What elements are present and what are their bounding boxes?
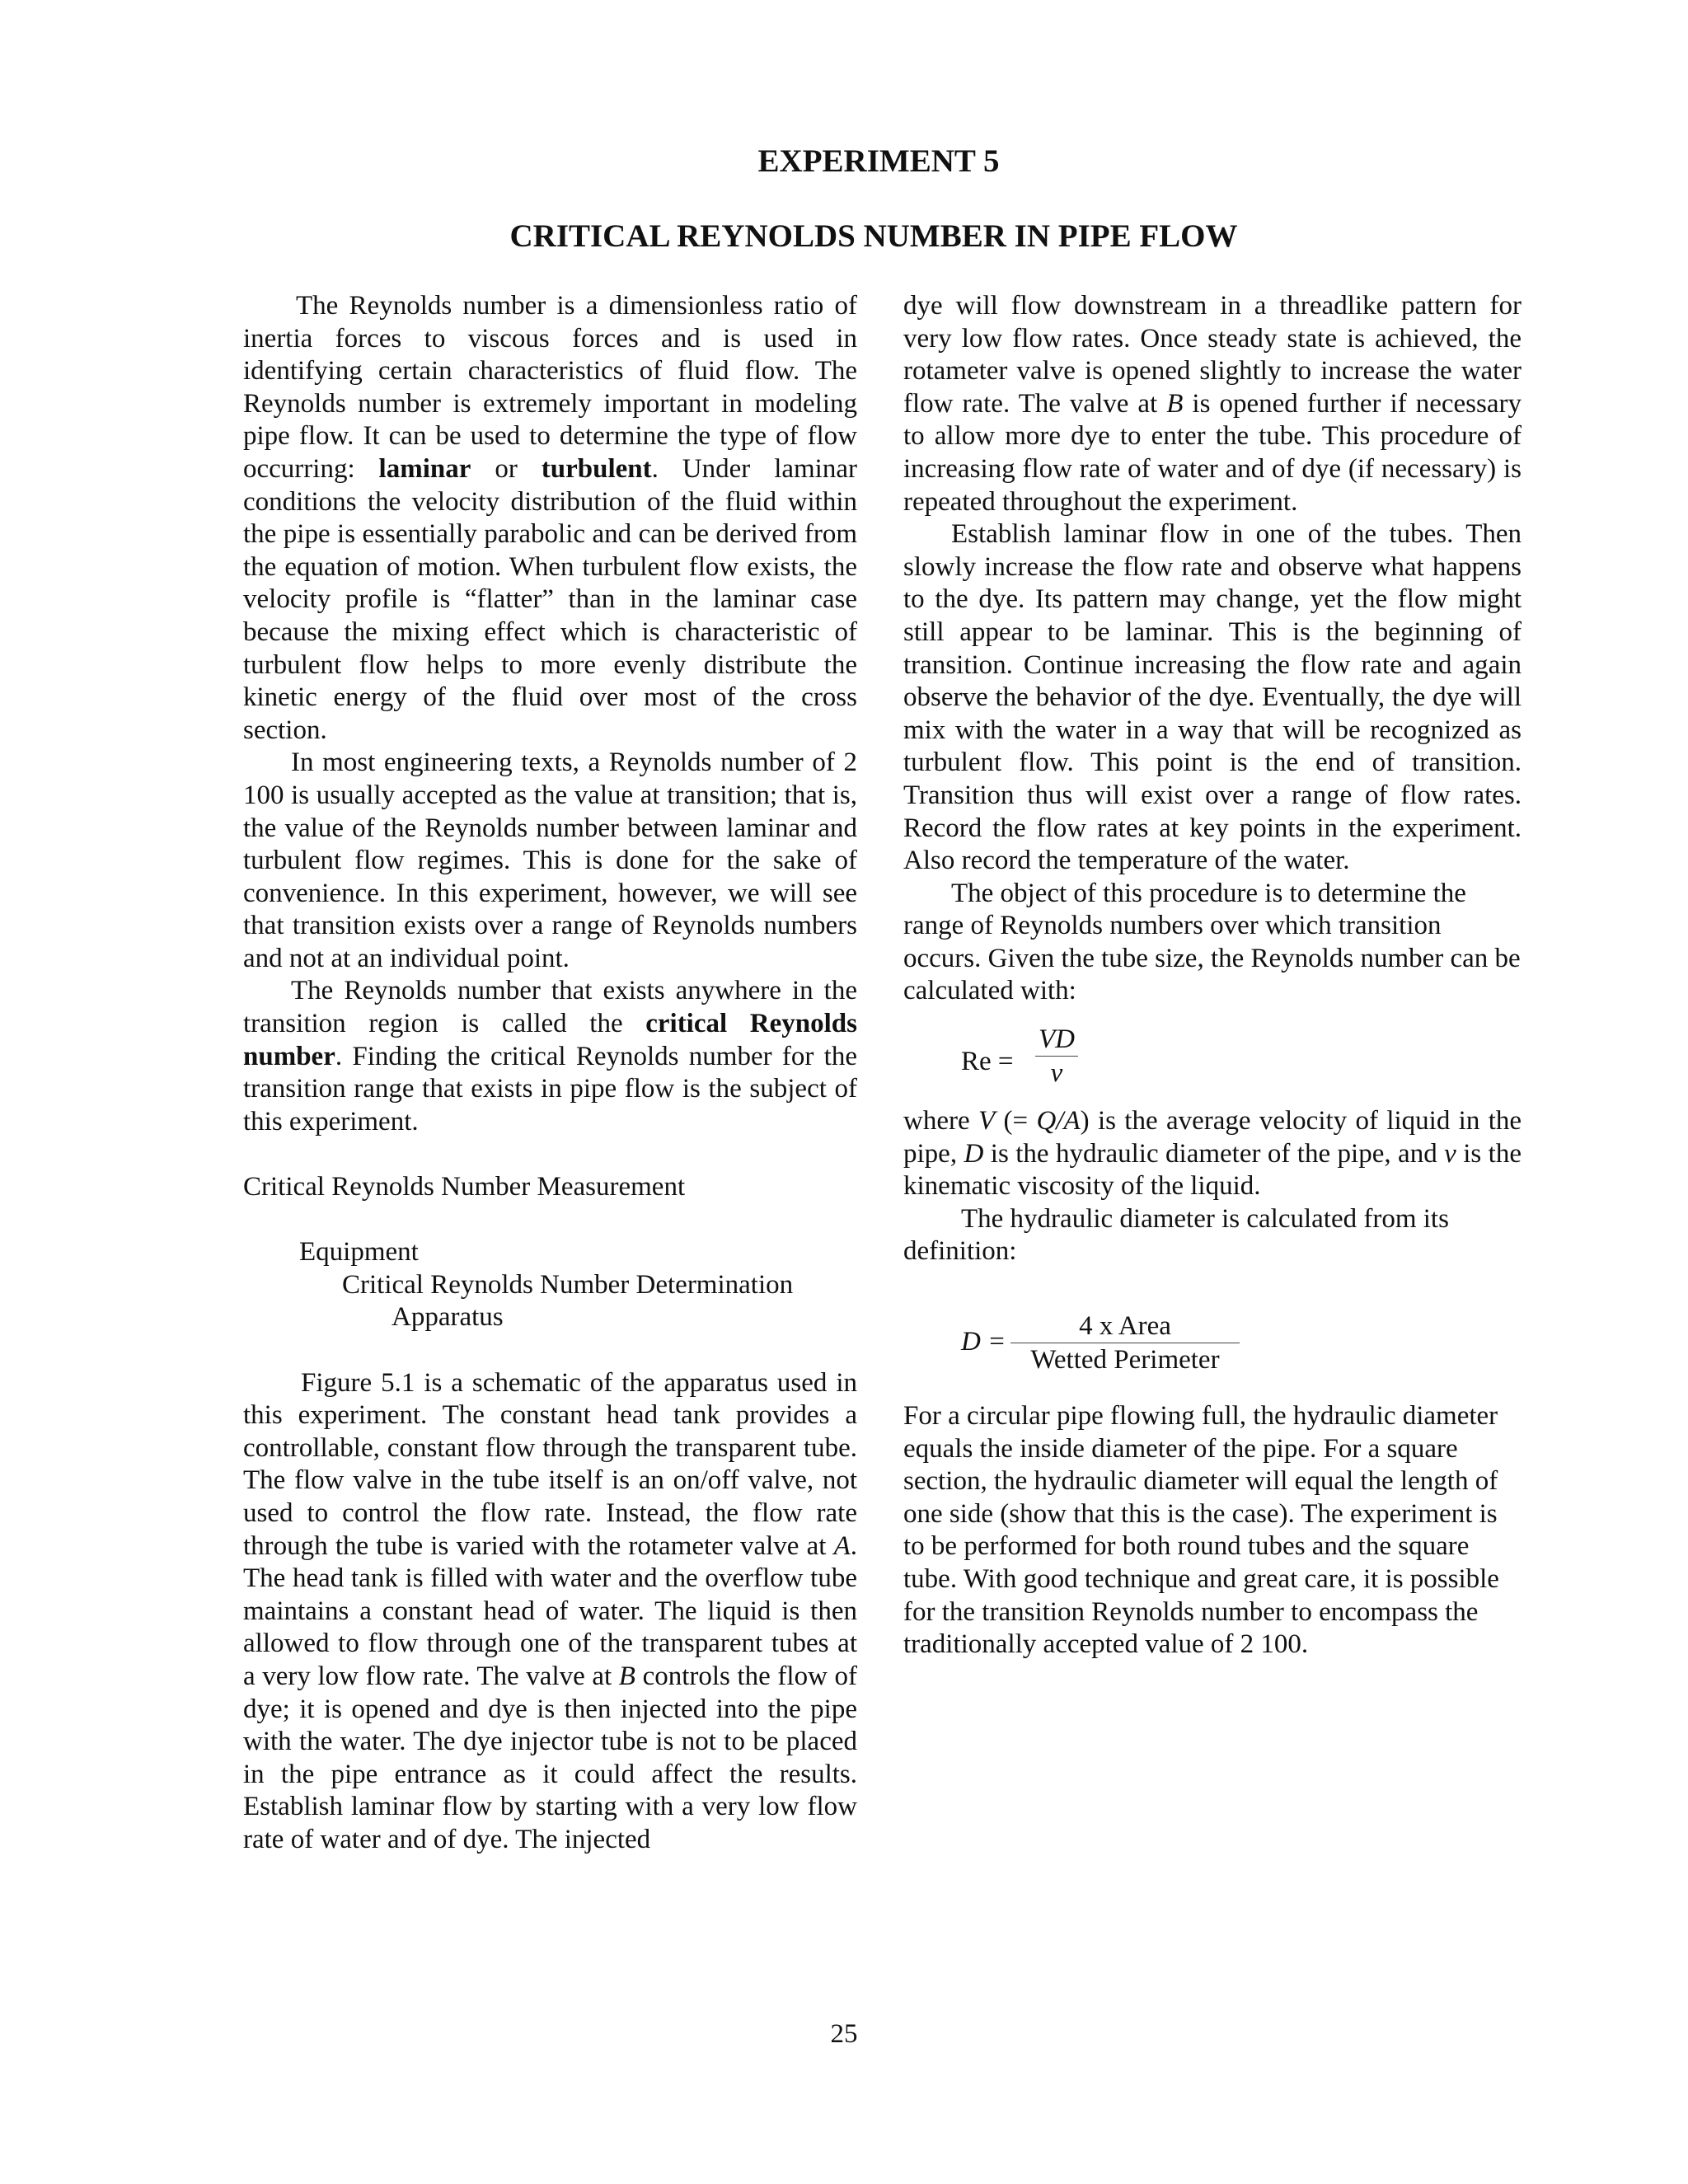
paragraph-procedure: Establish laminar flow in one of the tubes. Then slowly increase the flow rate and observe what happens to the dye. Its pattern may change, yet the flow might still appear to be laminar. This is the beginning of transition. Continue increasing the flow rate and again observe the behavior of the dye. Eventually, the dye will mix with the water in a way that will be recognized as turbulent flow. This point is the end of transition. Transition thus will exist over a range of flow rates. Record the flow rates at key points in the experiment. Also record the temperature of the water. <box>903 519 1522 876</box>
italic-var-d: D <box>964 1138 984 1169</box>
section-heading: Critical Reynolds Number Measurement <box>243 1172 686 1202</box>
fraction <box>1035 1024 1078 1088</box>
text-span: (= <box>995 1106 1037 1137</box>
paragraph-dye-flow <box>903 290 1522 518</box>
italic-var-b: B <box>1166 388 1184 419</box>
paragraph-apparatus-description <box>243 1367 857 1857</box>
text-span: . Under laminar conditions the velocity distribution of the fluid within the pipe is essentially parabolic and can be derived from the equation of motion. When turbulent flow exists, the velocity profile is “flatter” than in the laminar case because the mixing effect which is characteristic of turbulent flow helps to more evenly distribute the kinetic energy of the fluid over most of the cross section. <box>243 453 857 745</box>
text-span: The Reynolds number that exists anywhere in the transition region is called the <box>243 976 857 1039</box>
page-title: EXPERIMENT 5 <box>757 143 1000 179</box>
text-span: ) is the average velocity of liquid in the pipe, <box>903 1106 1522 1169</box>
fraction <box>1010 1311 1240 1375</box>
paragraph-reynolds-intro <box>243 290 857 747</box>
spacer <box>243 1334 857 1367</box>
bold-term-turbulent: turbulent <box>541 453 652 484</box>
equipment-item-continued: Apparatus <box>392 1302 504 1333</box>
italic-var-b: B <box>618 1661 635 1691</box>
equation-reynolds <box>903 1008 1522 1105</box>
paragraph-variable-definitions <box>903 1105 1522 1203</box>
italic-var-a: A <box>833 1530 851 1561</box>
text-span: is the hydraulic diameter of the pipe, and <box>983 1138 1445 1169</box>
page-number: 25 <box>830 2019 858 2049</box>
italic-var-nu: ν <box>1444 1138 1456 1169</box>
text-span: Figure 5.1 is a schematic of the apparatus used in this experiment. The constant head tank provides a controllable, constant flow through the transparent tube. The flow valve in the tube itself is an on/off valve, not used to control the flow rate. Instead, the flow rate through the tube is varied with the rotameter valve at <box>243 1367 857 1561</box>
text-span: dye will flow downstream in a threadlike pattern for very low flow rates. Once steady state is achieved, the rotameter valve is opened slightly to increase the water flow rate. The valve at <box>903 291 1522 419</box>
equipment-label: Equipment <box>299 1237 419 1268</box>
right-column <box>903 290 1522 1661</box>
bold-term-critical-reynolds: critical Reynolds number <box>243 1009 857 1071</box>
page-subtitle: CRITICAL REYNOLDS NUMBER IN PIPE FLOW <box>509 218 1238 254</box>
text-span: is opened further if necessary to allow more dye to enter the tube. This procedure of increasing flow rate of water and of dye (if necessary) is repeated throughout the experiment. <box>903 388 1522 517</box>
equation-hydraulic-diameter <box>903 1268 1522 1400</box>
equipment-item: Critical Reynolds Number Determination <box>342 1269 794 1300</box>
paragraph-transition-value: In most engineering texts, a Reynolds number of 2 100 is usually accepted as the value at transition; that is, the value of the Reynolds number between laminar and turbulent flow regimes. This is done for the sake of convenience. In this experiment, however, we will see that transition exists over a range of Reynolds numbers and not at an individual point. <box>243 748 857 973</box>
text-span: or <box>471 453 542 484</box>
text-span: The Reynolds number is a dimensionless ratio of inertia forces to viscous forces and is used in identifying certain characteristics of fluid flow. The Reynolds number is extremely important in modeling pipe flow. It can be used to determine the type of flow occurring: <box>243 291 857 484</box>
fraction-numerator: VD <box>1039 1024 1075 1055</box>
text-span: controls the flow of dye; it is opened and dye is then injected into the pipe with the water. The dye injector tube is not to be placed in the pipe entrance as it could affect the results. Establish laminar flow by starting with a very low flow rate of water and of dye. The injected <box>243 1661 857 1854</box>
text-span: . Finding the critical Reynolds number for the transition range that exists in pipe flow is the subject of this experiment. <box>243 1041 857 1137</box>
italic-var-v: V <box>978 1106 996 1137</box>
paragraph-objective: The object of this procedure is to determine the range of Reynolds numbers over which transition occurs. Given the tube size, the Reynolds number can be calculated with: <box>903 878 1521 1006</box>
paragraph-circular-square-pipes: For a circular pipe flowing full, the hydraulic diameter equals the inside diameter of the pipe. For a square section, the hydraulic diameter will equal the length of one side (show that this is the case). The experiment is to be performed for both round tubes and the square tube. With good technique and great care, it is possible for the transition Reynolds number to encompass the traditionally accepted value of 2 100. <box>903 1401 1499 1660</box>
text-span: . The head tank is filled with water and the overflow tube maintains a constant head of water. The liquid is then allowed to flow through one of the transparent tubes at a very low flow rate. The valve at <box>243 1530 857 1691</box>
equation-lhs: Re = <box>961 1047 1014 1077</box>
fraction-denominator: ν <box>1050 1058 1063 1089</box>
equation-lhs: D = <box>961 1327 1006 1357</box>
fraction-numerator: 4 x Area <box>1079 1311 1171 1342</box>
italic-var-q-over-a: Q/A <box>1036 1106 1081 1137</box>
paragraph-hydraulic-diameter: The hydraulic diameter is calculated from its definition: <box>903 1203 1449 1267</box>
fraction-bar <box>1035 1056 1078 1057</box>
text-span: where <box>903 1106 978 1137</box>
spacer <box>243 1204 857 1237</box>
fraction-denominator: Wetted Perimeter <box>1030 1345 1220 1376</box>
bold-term-laminar: laminar <box>378 453 471 484</box>
paragraph-critical-reynolds <box>243 975 857 1138</box>
spacer <box>243 1138 857 1171</box>
left-column <box>243 290 857 1857</box>
text-span: is the kinematic viscosity of the liquid. <box>903 1138 1522 1202</box>
